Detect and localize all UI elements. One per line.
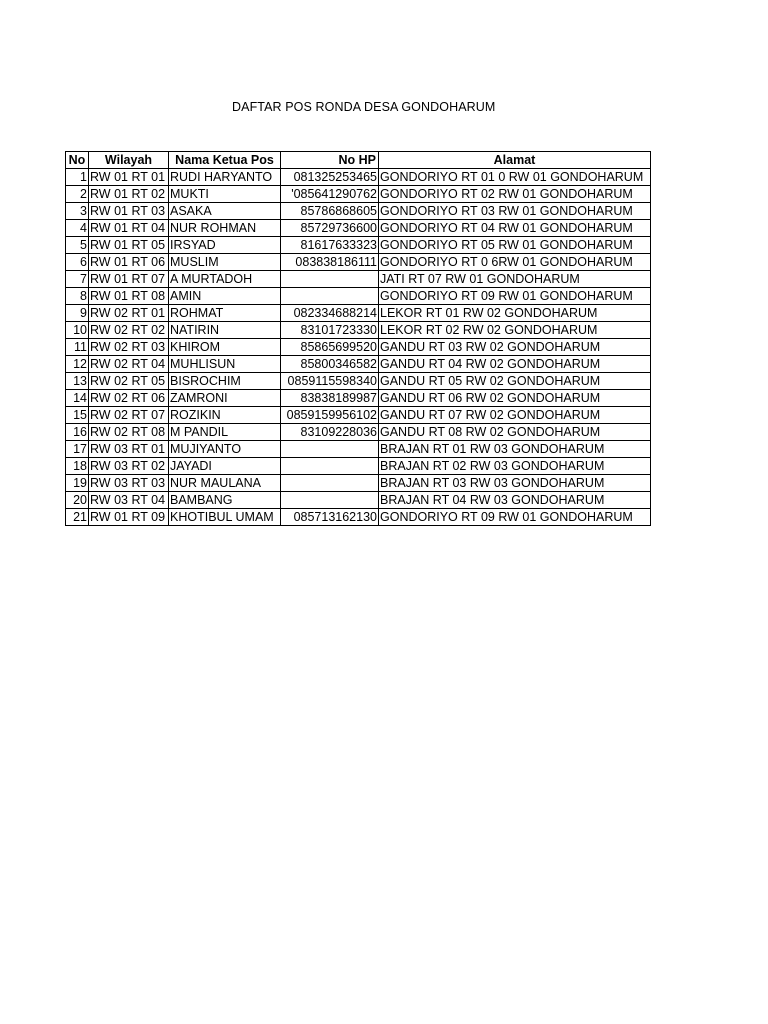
- cell-no-hp: 85800346582: [281, 356, 379, 373]
- cell-nama-ketua-pos: RUDI HARYANTO: [169, 169, 281, 186]
- table-row: [66, 458, 651, 475]
- cell-nama-ketua-pos: M PANDIL: [169, 424, 281, 441]
- table-row: [66, 441, 651, 458]
- cell-no-hp: 83109228036: [281, 424, 379, 441]
- cell-wilayah: RW 01 RT 02: [89, 186, 169, 203]
- cell-wilayah: RW 01 RT 03: [89, 203, 169, 220]
- cell-no-hp: [281, 492, 379, 509]
- table-row: [66, 424, 651, 441]
- table-row: [66, 203, 651, 220]
- cell-nama-ketua-pos: NUR ROHMAN: [169, 220, 281, 237]
- cell-nama-ketua-pos: ROHMAT: [169, 305, 281, 322]
- cell-no: 19: [66, 475, 89, 492]
- cell-alamat: GONDORIYO RT 03 RW 01 GONDOHARUM: [379, 203, 651, 220]
- cell-no: 9: [66, 305, 89, 322]
- cell-no-hp: 0859159956102: [281, 407, 379, 424]
- cell-no-hp: 083838186111: [281, 254, 379, 271]
- cell-nama-ketua-pos: IRSYAD: [169, 237, 281, 254]
- cell-alamat: BRAJAN RT 03 RW 03 GONDOHARUM: [379, 475, 651, 492]
- table-row: [66, 407, 651, 424]
- cell-nama-ketua-pos: BISROCHIM: [169, 373, 281, 390]
- cell-nama-ketua-pos: KHIROM: [169, 339, 281, 356]
- table-header-row: [66, 152, 651, 169]
- cell-nama-ketua-pos: ROZIKIN: [169, 407, 281, 424]
- cell-no: 14: [66, 390, 89, 407]
- cell-no: 17: [66, 441, 89, 458]
- cell-nama-ketua-pos: JAYADI: [169, 458, 281, 475]
- cell-no-hp: '085641290762: [281, 186, 379, 203]
- cell-no: 20: [66, 492, 89, 509]
- cell-wilayah: RW 02 RT 04: [89, 356, 169, 373]
- cell-nama-ketua-pos: MUKTI: [169, 186, 281, 203]
- cell-wilayah: RW 02 RT 03: [89, 339, 169, 356]
- cell-no-hp: 83101723330: [281, 322, 379, 339]
- cell-wilayah: RW 02 RT 07: [89, 407, 169, 424]
- cell-alamat: GANDU RT 04 RW 02 GONDOHARUM: [379, 356, 651, 373]
- cell-no-hp: 085713162130: [281, 509, 379, 526]
- cell-nama-ketua-pos: KHOTIBUL UMAM: [169, 509, 281, 526]
- header-alamat: Alamat: [379, 152, 651, 169]
- cell-alamat: LEKOR RT 01 RW 02 GONDOHARUM: [379, 305, 651, 322]
- cell-no-hp: 85865699520: [281, 339, 379, 356]
- cell-no: 13: [66, 373, 89, 390]
- cell-no: 16: [66, 424, 89, 441]
- cell-nama-ketua-pos: NUR MAULANA: [169, 475, 281, 492]
- cell-no-hp: 0859115598340: [281, 373, 379, 390]
- table-row: [66, 322, 651, 339]
- cell-alamat: GONDORIYO RT 09 RW 01 GONDOHARUM: [379, 288, 651, 305]
- cell-no: 6: [66, 254, 89, 271]
- cell-alamat: GONDORIYO RT 09 RW 01 GONDOHARUM: [379, 509, 651, 526]
- table-row: [66, 475, 651, 492]
- cell-wilayah: RW 01 RT 09: [89, 509, 169, 526]
- cell-no: 18: [66, 458, 89, 475]
- cell-no: 8: [66, 288, 89, 305]
- cell-no: 5: [66, 237, 89, 254]
- cell-no-hp: [281, 288, 379, 305]
- cell-nama-ketua-pos: ZAMRONI: [169, 390, 281, 407]
- cell-alamat: BRAJAN RT 01 RW 03 GONDOHARUM: [379, 441, 651, 458]
- document-title: DAFTAR POS RONDA DESA GONDOHARUM: [232, 100, 496, 114]
- cell-no-hp: [281, 475, 379, 492]
- header-no: No: [66, 152, 89, 169]
- cell-wilayah: RW 03 RT 03: [89, 475, 169, 492]
- table-row: [66, 509, 651, 526]
- cell-no-hp: 85786868605: [281, 203, 379, 220]
- cell-alamat: GANDU RT 03 RW 02 GONDOHARUM: [379, 339, 651, 356]
- cell-wilayah: RW 03 RT 04: [89, 492, 169, 509]
- table-row: [66, 220, 651, 237]
- cell-no: 11: [66, 339, 89, 356]
- header-no-hp: No HP: [281, 152, 379, 169]
- table-row: [66, 237, 651, 254]
- cell-wilayah: RW 02 RT 06: [89, 390, 169, 407]
- cell-no: 12: [66, 356, 89, 373]
- cell-wilayah: RW 02 RT 05: [89, 373, 169, 390]
- cell-no-hp: 83838189987: [281, 390, 379, 407]
- table-row: [66, 356, 651, 373]
- cell-alamat: GANDU RT 08 RW 02 GONDOHARUM: [379, 424, 651, 441]
- cell-wilayah: RW 01 RT 01: [89, 169, 169, 186]
- table-row: [66, 492, 651, 509]
- cell-no: 7: [66, 271, 89, 288]
- cell-nama-ketua-pos: BAMBANG: [169, 492, 281, 509]
- cell-wilayah: RW 02 RT 01: [89, 305, 169, 322]
- cell-alamat: GANDU RT 06 RW 02 GONDOHARUM: [379, 390, 651, 407]
- cell-wilayah: RW 01 RT 04: [89, 220, 169, 237]
- cell-alamat: GONDORIYO RT 02 RW 01 GONDOHARUM: [379, 186, 651, 203]
- cell-nama-ketua-pos: MUHLISUN: [169, 356, 281, 373]
- cell-no-hp: 85729736600: [281, 220, 379, 237]
- table-row: [66, 373, 651, 390]
- cell-no: 15: [66, 407, 89, 424]
- cell-wilayah: RW 01 RT 08: [89, 288, 169, 305]
- cell-alamat: GONDORIYO RT 01 0 RW 01 GONDOHARUM: [379, 169, 651, 186]
- cell-wilayah: RW 01 RT 07: [89, 271, 169, 288]
- cell-wilayah: RW 03 RT 01: [89, 441, 169, 458]
- cell-no-hp: [281, 441, 379, 458]
- cell-alamat: BRAJAN RT 04 RW 03 GONDOHARUM: [379, 492, 651, 509]
- cell-no-hp: 081325253465: [281, 169, 379, 186]
- table-row: [66, 390, 651, 407]
- cell-nama-ketua-pos: A MURTADOH: [169, 271, 281, 288]
- cell-no: 2: [66, 186, 89, 203]
- header-wilayah: Wilayah: [89, 152, 169, 169]
- cell-no-hp: [281, 271, 379, 288]
- cell-nama-ketua-pos: ASAKA: [169, 203, 281, 220]
- cell-alamat: GONDORIYO RT 0 6RW 01 GONDOHARUM: [379, 254, 651, 271]
- cell-nama-ketua-pos: NATIRIN: [169, 322, 281, 339]
- table-row: [66, 254, 651, 271]
- cell-nama-ketua-pos: AMIN: [169, 288, 281, 305]
- table-row: [66, 305, 651, 322]
- patrol-post-table: [65, 151, 651, 526]
- cell-wilayah: RW 02 RT 08: [89, 424, 169, 441]
- cell-wilayah: RW 02 RT 02: [89, 322, 169, 339]
- cell-no: 4: [66, 220, 89, 237]
- cell-wilayah: RW 01 RT 05: [89, 237, 169, 254]
- cell-alamat: GANDU RT 07 RW 02 GONDOHARUM: [379, 407, 651, 424]
- cell-no: 3: [66, 203, 89, 220]
- cell-alamat: GONDORIYO RT 04 RW 01 GONDOHARUM: [379, 220, 651, 237]
- cell-nama-ketua-pos: MUSLIM: [169, 254, 281, 271]
- table-row: [66, 169, 651, 186]
- header-nama-ketua-pos: Nama Ketua Pos: [169, 152, 281, 169]
- cell-alamat: JATI RT 07 RW 01 GONDOHARUM: [379, 271, 651, 288]
- cell-no-hp: [281, 458, 379, 475]
- cell-alamat: LEKOR RT 02 RW 02 GONDOHARUM: [379, 322, 651, 339]
- table-row: [66, 339, 651, 356]
- table-body: [66, 169, 651, 526]
- cell-no-hp: 082334688214: [281, 305, 379, 322]
- cell-no: 21: [66, 509, 89, 526]
- cell-wilayah: RW 03 RT 02: [89, 458, 169, 475]
- cell-no: 10: [66, 322, 89, 339]
- cell-no: 1: [66, 169, 89, 186]
- cell-alamat: BRAJAN RT 02 RW 03 GONDOHARUM: [379, 458, 651, 475]
- cell-no-hp: 81617633323: [281, 237, 379, 254]
- table-row: [66, 288, 651, 305]
- table-row: [66, 271, 651, 288]
- cell-alamat: GANDU RT 05 RW 02 GONDOHARUM: [379, 373, 651, 390]
- cell-nama-ketua-pos: MUJIYANTO: [169, 441, 281, 458]
- table-row: [66, 186, 651, 203]
- cell-alamat: GONDORIYO RT 05 RW 01 GONDOHARUM: [379, 237, 651, 254]
- cell-wilayah: RW 01 RT 06: [89, 254, 169, 271]
